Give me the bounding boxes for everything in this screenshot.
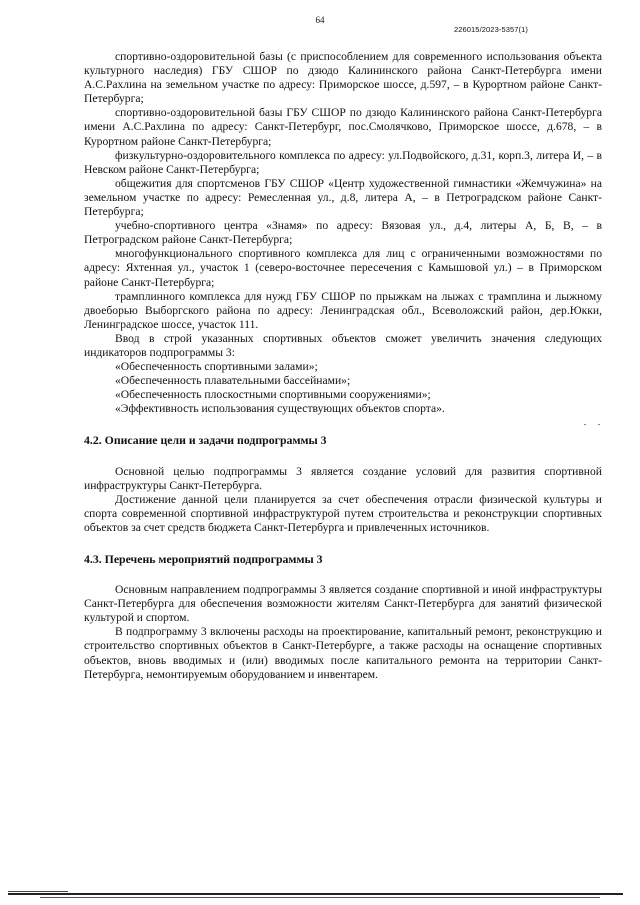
scan-edge-lines <box>0 888 640 905</box>
scan-edge-line-short <box>8 891 68 892</box>
indicator-item: «Обеспеченность плавательными бассейнами»; <box>115 374 351 388</box>
paragraph-ski-jump-complex: трамплинного комплекса для нужд ГБУ СШОР по прыжкам на лыжах с трамплина и лыжному двоеборью Выборгского района по адресу: Ленинградская обл., Всеволожский район, дер.Юкки, Ленинградское шоссе, участок 111. <box>84 289 602 331</box>
document-registration-number: 226015/2023-5357(1) <box>453 25 528 34</box>
paragraph-fitness-complex-podvoyskogo: физкультурно-оздоровительного комплекса по адресу: ул.Подвойского, д.31, корп.3, литера И, – в Невском районе Санкт-Петербурга; <box>84 148 602 176</box>
section-heading-4-3: 4.3. Перечень мероприятий подпрограммы 3 <box>84 552 323 566</box>
indicator-item: «Эффективность использования существующих объектов спорта». <box>115 402 445 416</box>
paragraph-indicators-intro: Ввод в строй указанных спортивных объектов сможет увеличить значения следующих индикаторов подпрограммы 3: <box>84 331 602 359</box>
paragraph-dormitory-zhemchuzhina: общежития для спортсменов ГБУ СШОР «Центр художественной гимнастики «Жемчужина» на земельном участке по адресу: Ремесленная ул., д.8, литера А, – в Петроградском районе Санкт-Петербурга; <box>84 176 602 219</box>
scan-speck <box>598 424 600 425</box>
paragraph-goal: Основной целью подпрограммы 3 является создание условий для развития спортивной инфраструктуры Санкт-Петербурга. <box>84 464 602 492</box>
paragraph-goal-achievement: Достижение данной цели планируется за счет обеспечения отрасли физической культуры и спорта современной спортивной инфраструктурой путем строительства и реконструкции спортивных объектов за счет средств бюджета Санкт-Петербурга и привлеченных источников. <box>84 492 602 534</box>
scan-speck <box>584 424 586 425</box>
paragraph-expenses: В подпрограмму 3 включены расходы на проектирование, капитальный ремонт, реконструкцию и строительство спортивных объектов в Санкт-Петербурге, а также расходы на оснащение спортивных объектов, вновь вводимых и (или) вводимых после капитального ремонта на территории Санкт-Петербурга, немонтируемым оборудованием и инвентарем. <box>84 625 602 681</box>
paragraph-multifunctional-complex: многофункционального спортивного комплекса для лиц с ограниченными возможностями по адресу: Яхтенная ул., участок 1 (северо-восточнее пересечения с Камышовой ул.) – в Приморском районе Санкт-Петербурга; <box>84 247 602 289</box>
paragraph-sports-base-smolyachkovo: спортивно-оздоровительной базы ГБУ СШОР по дзюдо Калининского района Санкт-Петербурга имени А.С.Рахлина по адресу: Санкт-Петербург, пос.Смолячково, Приморское шоссе, д.678, – в Курортном районе Санкт-Петербурга; <box>84 106 602 148</box>
paragraph-sports-base-primorskoe-597: спортивно-оздоровительной базы (с приспособлением для современного использования объекта культурного наследия) ГБУ СШОР по дзюдо Калининского района Санкт-Петербурга имени А.С.Рахлина на земельном участке по адресу: Приморское шоссе, д.597, – в Курортном районе Санкт-Петербурга; <box>84 50 602 106</box>
scan-edge-line-faint <box>40 897 600 898</box>
paragraph-training-center-znamya: учебно-спортивного центра «Знамя» по адресу: Вязовая ул., д.4, литеры А, Б, В, – в Петроградском районе Санкт-Петербурга; <box>84 219 602 247</box>
document-body <box>84 50 602 682</box>
indicator-item: «Обеспеченность спортивными залами»; <box>115 360 318 374</box>
page-number: 64 <box>315 15 325 25</box>
indicator-item: «Обеспеченность плоскостными спортивными сооружениями»; <box>115 388 431 402</box>
paragraph-main-direction: Основным направлением подпрограммы 3 является создание спортивной и иной инфраструктуры Санкт-Петербурга для обеспечения возможности жителям Санкт-Петербурга для занятий физической культурой и спортом. <box>84 583 602 625</box>
scan-edge-line-main <box>8 893 623 895</box>
section-heading-4-2: 4.2. Описание цели и задачи подпрограммы 3 <box>84 433 327 448</box>
